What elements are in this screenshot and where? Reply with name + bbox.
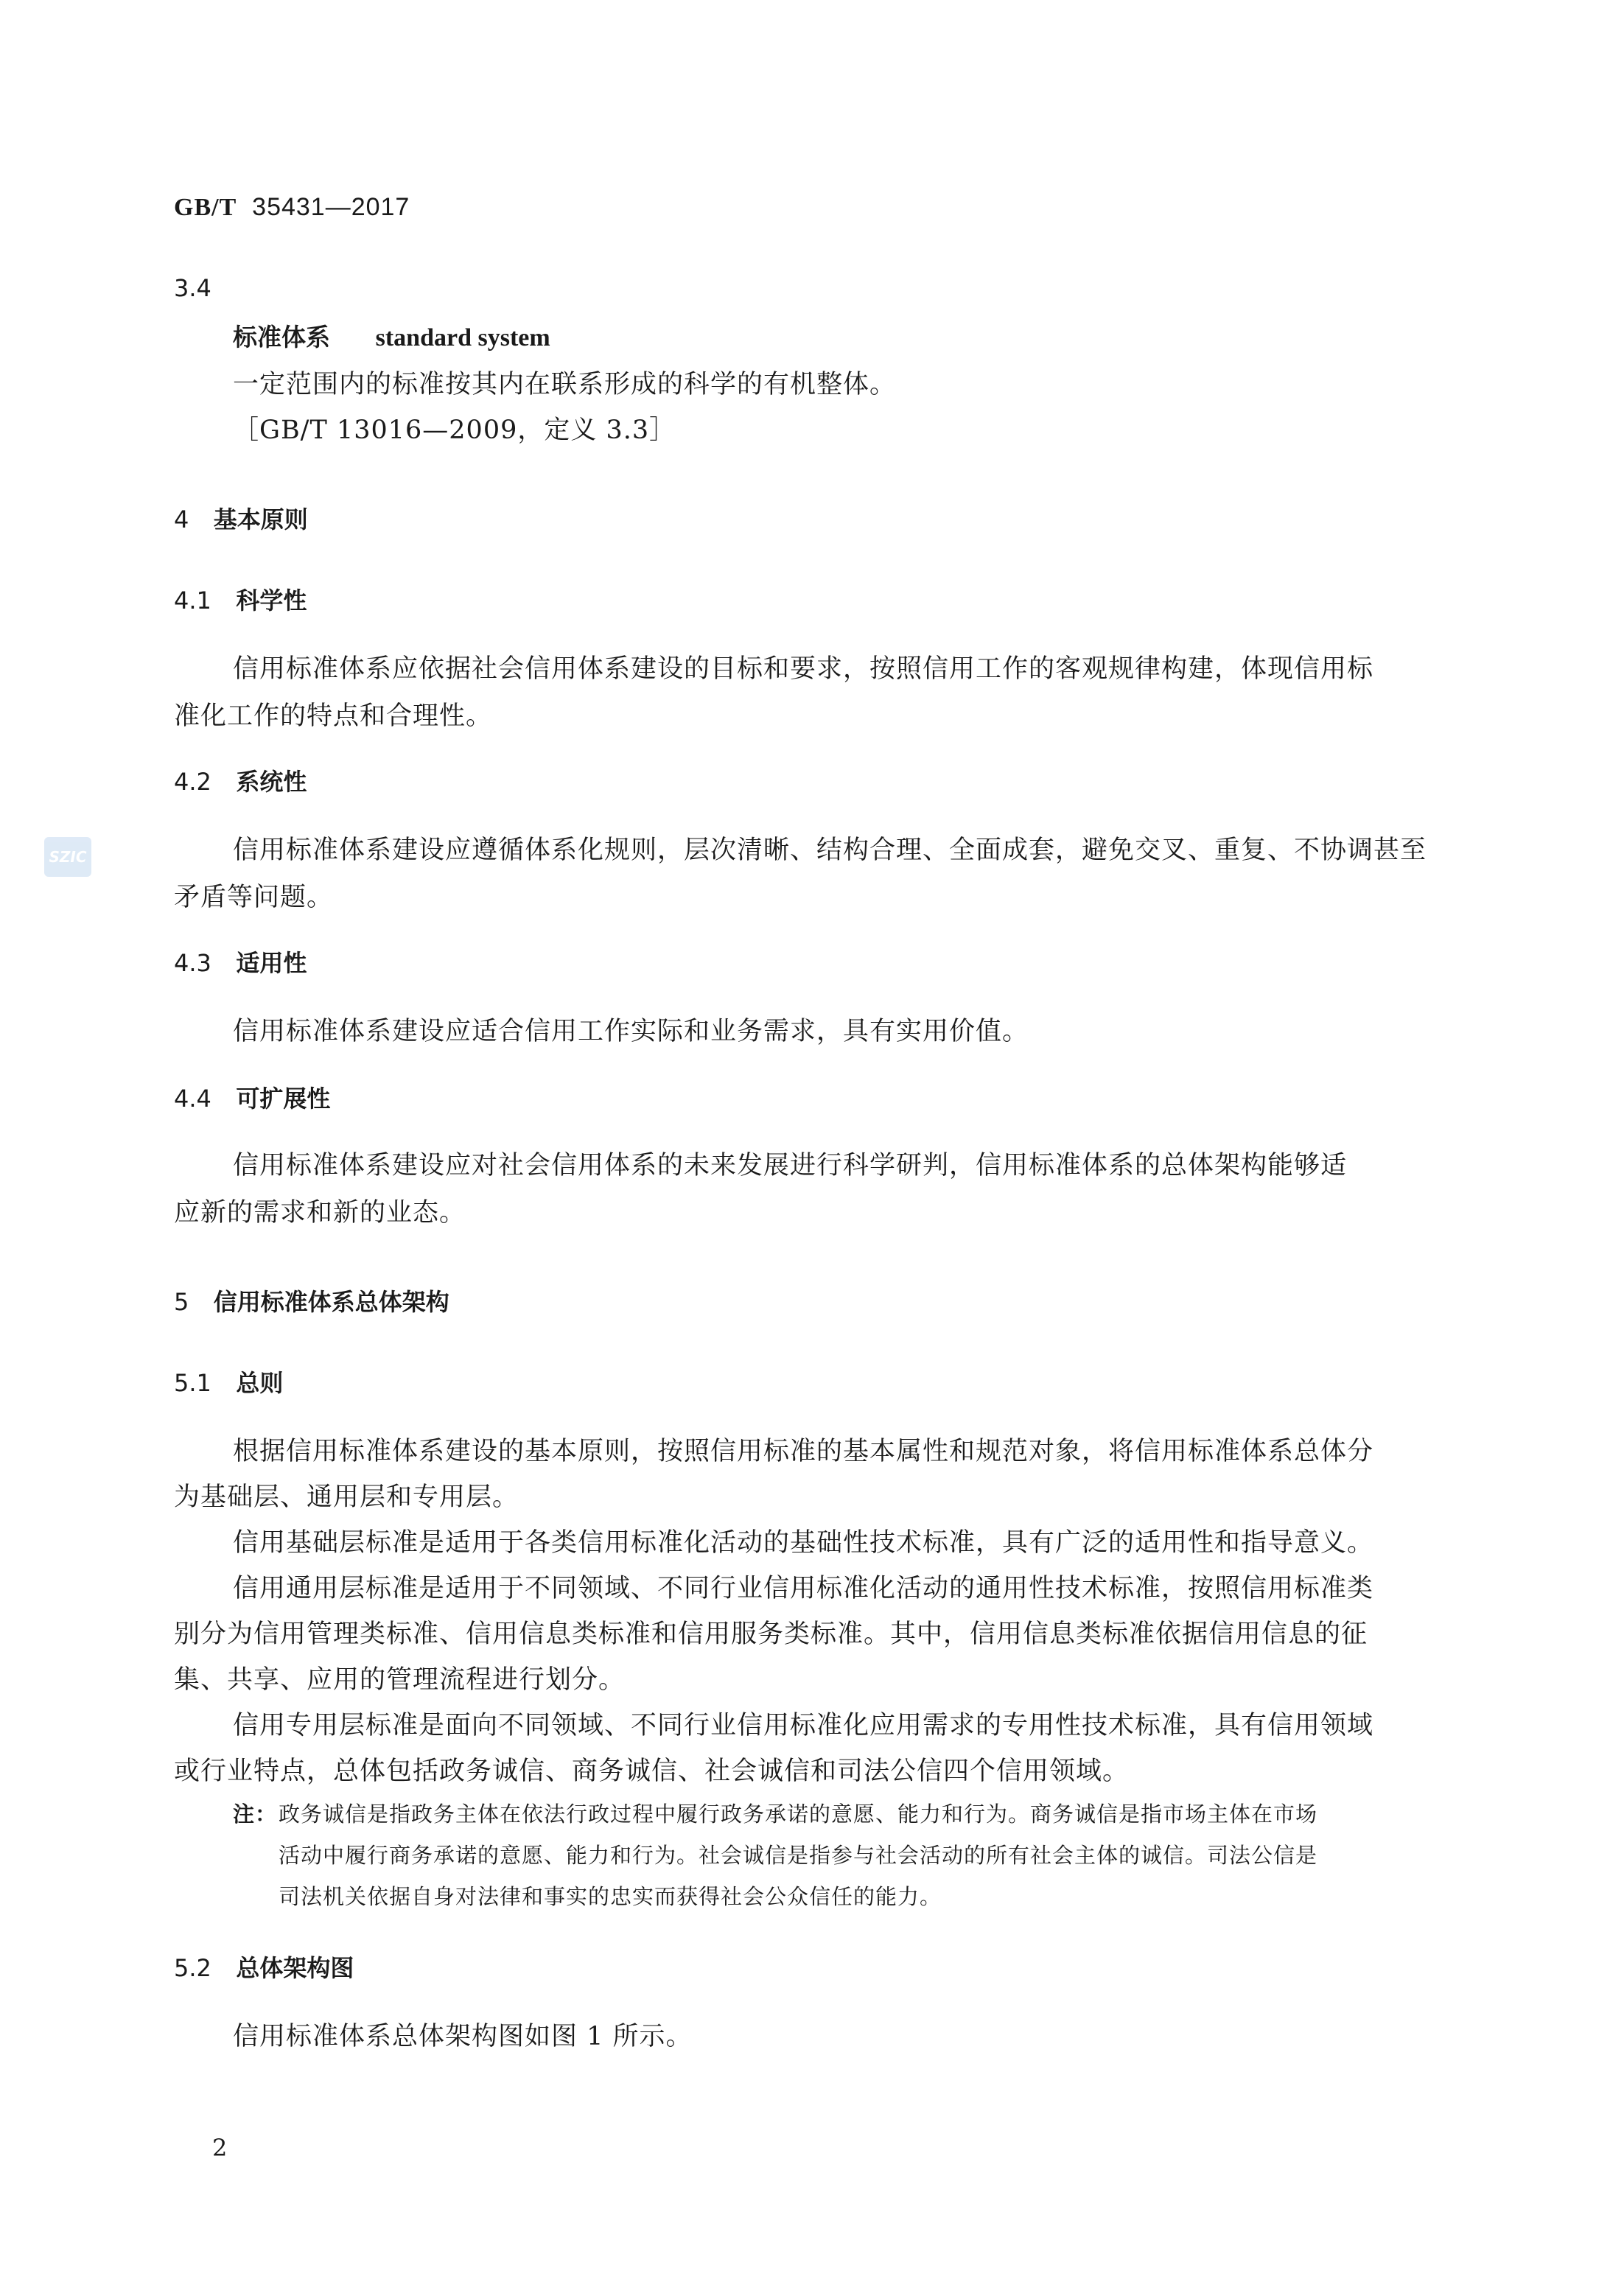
paragraph-line: 为基础层、通用层和专用层。 bbox=[174, 1482, 519, 1512]
paragraph-line: 应新的需求和新的业态。 bbox=[174, 1198, 466, 1228]
paragraph-line: 信用标准体系应依据社会信用体系建设的目标和要求，按照信用工作的客观规律构建，体现信用标 bbox=[233, 654, 1374, 684]
clause-4-1-heading: 4.1 科学性 bbox=[174, 587, 307, 615]
paragraph-line: 准化工作的特点和合理性。 bbox=[174, 701, 493, 731]
term-en: standard system bbox=[375, 324, 550, 351]
note-line: 司法机关依据自身对法律和事实的忠实而获得社会公众信任的能力。 bbox=[279, 1884, 942, 1909]
standard-prefix: GB/T bbox=[174, 194, 237, 221]
clause-4-4-heading: 4.4 可扩展性 bbox=[174, 1085, 331, 1113]
paragraph-line: 集、共享、应用的管理流程进行划分。 bbox=[174, 1665, 626, 1695]
clause-4-2-heading: 4.2 系统性 bbox=[174, 768, 307, 796]
paragraph-line: 信用通用层标准是适用于不同领域、不同行业信用标准化活动的通用性技术标准，按照信用标准类 bbox=[233, 1574, 1374, 1603]
clause-4-heading: 4 基本原则 bbox=[174, 505, 308, 533]
paragraph-line: 矛盾等问题。 bbox=[174, 883, 334, 912]
note-line: 活动中履行商务承诺的意愿、能力和行为。社会诚信是指参与社会活动的所有社会主体的诚信。司法公信是 bbox=[279, 1843, 1318, 1868]
term-source: ［GB/T 13016—2009，定义 3.3］ bbox=[233, 416, 676, 445]
szic-watermark-logo: SZIC bbox=[44, 837, 91, 877]
note-label: 注： bbox=[233, 1802, 278, 1827]
paragraph-line: 信用标准体系建设应遵循体系化规则，层次清晰、结构合理、全面成套，避免交叉、重复、不协调甚至 bbox=[233, 836, 1427, 865]
paragraph-line: 信用专用层标准是面向不同领域、不同行业信用标准化应用需求的专用性技术标准，具有信用领域 bbox=[233, 1711, 1374, 1740]
term-heading bbox=[233, 318, 550, 353]
note-line: 政务诚信是指政务主体在依法行政过程中履行政务承诺的意愿、能力和行为。商务诚信是指市场主体在市场 bbox=[279, 1802, 1318, 1827]
standard-code bbox=[174, 193, 410, 222]
paragraph-line: 别分为信用管理类标准、信用信息类标准和信用服务类标准。其中，信用信息类标准依据信用信息的征 bbox=[174, 1620, 1368, 1649]
term-zh: 标准体系 bbox=[233, 323, 330, 351]
paragraph-line: 信用基础层标准是适用于各类信用标准化活动的基础性技术标准，具有广泛的适用性和指导意义。 bbox=[233, 1528, 1374, 1558]
paragraph-line: 信用标准体系建设应对社会信用体系的未来发展进行科学研判，信用标准体系的总体架构能够适 bbox=[233, 1151, 1348, 1180]
clause-4-3-heading: 4.3 适用性 bbox=[174, 949, 307, 977]
clause-5-heading: 5 信用标准体系总体架构 bbox=[174, 1288, 449, 1316]
paragraph-line: 根据信用标准体系建设的基本原则，按照信用标准的基本属性和规范对象，将信用标准体系总体分 bbox=[233, 1437, 1374, 1466]
clause-3-4-number: 3.4 bbox=[174, 274, 211, 302]
paragraph-line: 或行业特点，总体包括政务诚信、商务诚信、社会诚信和司法公信四个信用领域。 bbox=[174, 1757, 1130, 1786]
standard-number: 35431—2017 bbox=[252, 193, 410, 221]
paragraph-line: 信用标准体系总体架构图如图 1 所示。 bbox=[233, 2022, 693, 2051]
clause-5-1-heading: 5.1 总则 bbox=[174, 1369, 284, 1397]
page-number: 2 bbox=[212, 2134, 228, 2162]
paragraph-line: 信用标准体系建设应适合信用工作实际和业务需求，具有实用价值。 bbox=[233, 1017, 1029, 1046]
term-definition: 一定范围内的标准按其内在联系形成的科学的有机整体。 bbox=[233, 370, 897, 399]
clause-5-2-heading: 5.2 总体架构图 bbox=[174, 1954, 354, 1982]
